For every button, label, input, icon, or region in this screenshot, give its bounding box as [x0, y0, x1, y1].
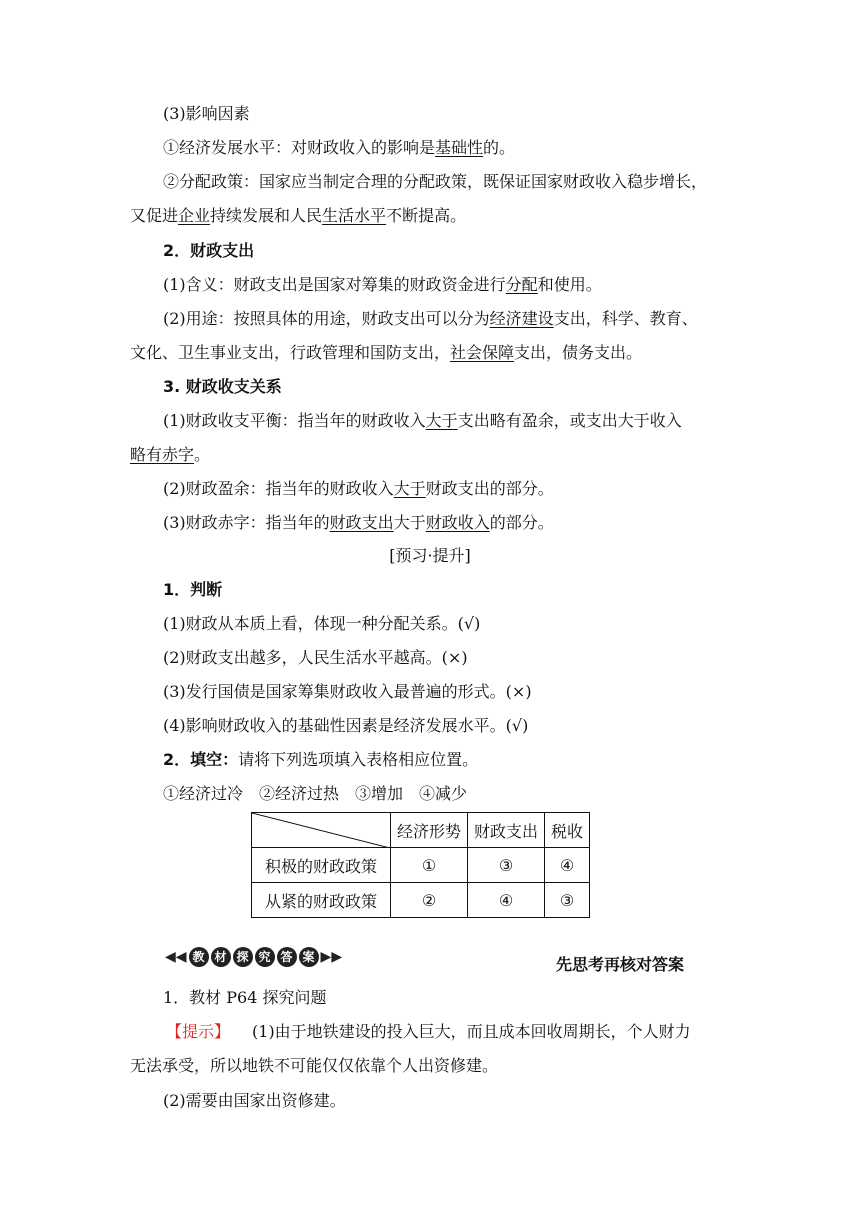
paragraph-line: (2)财政盈余：指当年的财政收入大于财政支出的部分。: [163, 479, 554, 498]
table-cell: ②: [391, 883, 468, 918]
underlined-answer: 基础性: [435, 138, 484, 157]
section-heading: 2．财政支出: [163, 241, 255, 260]
underlined-answer: 略有赤字: [130, 445, 195, 464]
row-label: 积极的财政政策: [252, 848, 391, 883]
banner-char: 答: [277, 947, 297, 967]
paragraph-line: ②分配政策：国家应当制定合理的分配政策，既保证国家财政收入稳步增长，: [163, 172, 708, 191]
banner-char: 探: [233, 947, 253, 967]
row-label: 从紧的财政政策: [252, 883, 391, 918]
underlined-answer: 生活水平: [322, 206, 387, 225]
paragraph-line: (1)含义：财政支出是国家对筹集的财政资金进行分配和使用。: [163, 275, 602, 294]
table-header: 财政支出: [468, 813, 545, 848]
double-right-arrow-icon: ▶▶: [320, 949, 343, 965]
section-heading: 3. 财政收支关系: [163, 377, 282, 396]
underlined-answer: 企业: [178, 206, 211, 225]
table-cell: ④: [545, 848, 590, 883]
banner-char: 教: [189, 947, 209, 967]
table-cell: ①: [391, 848, 468, 883]
answer-table: [251, 812, 590, 918]
double-left-arrow-icon: ◀◀: [165, 949, 187, 965]
section-title: (3)影响因素: [163, 104, 250, 123]
underlined-answer: 财政支出: [329, 513, 394, 532]
paragraph-line: 文化、卫生事业支出，行政管理和国防支出，社会保障支出，债务支出。: [130, 343, 643, 362]
judge-item: (3)发行国债是国家筹集财政收入最普遍的形式。(×): [163, 682, 532, 701]
banner-char: 究: [255, 947, 275, 967]
paragraph-line: ①经济发展水平：对财政收入的影响是基础性的。: [163, 138, 516, 157]
table-cell: ③: [468, 848, 545, 883]
table-header-row: [252, 813, 590, 848]
preview-title: [预习·提升]: [389, 546, 471, 565]
banner-char: 案: [299, 947, 319, 967]
table-cell: ④: [468, 883, 545, 918]
paragraph-line: (3)财政赤字：指当年的财政支出大于财政收入的部分。: [163, 513, 554, 532]
underlined-answer: 大于: [393, 479, 426, 498]
table-header: 税收: [545, 813, 590, 848]
paragraph-line: 又促进企业持续发展和人民生活水平不断提高。: [130, 206, 467, 225]
paragraph-line: 略有赤字。: [130, 445, 211, 464]
underlined-answer: 大于: [425, 411, 458, 430]
judge-item: (4)影响财政收入的基础性因素是经济发展水平。(√): [163, 716, 529, 735]
option-list: ①经济过冷 ②经济过热 ③增加 ④减少: [163, 784, 468, 803]
diagonal-line: [252, 813, 390, 848]
hint-line: (2)需要由国家出资修建。: [163, 1091, 346, 1110]
section-banner: [165, 946, 342, 968]
underlined-answer: 财政收入: [425, 513, 490, 532]
hint-label: 【提示】: [166, 1022, 231, 1041]
hint-line: 无法承受，所以地铁不可能仅仅依靠个人出资修建。: [130, 1056, 499, 1075]
underlined-answer: 社会保障: [450, 343, 515, 362]
underlined-answer: 经济建设: [489, 309, 554, 328]
table-row: [252, 883, 590, 918]
table-row: [252, 848, 590, 883]
question-heading: 1．教材 P64 探究问题: [163, 988, 327, 1007]
paragraph-line: (2)用途：按照具体的用途，财政支出可以分为经济建设支出，科学、教育、: [163, 309, 698, 328]
banner-note: 先思考再核对答案: [556, 955, 685, 974]
hint-line: 【提示】 (1)由于地铁建设的投入巨大，而且成本回收周期长，个人财力: [166, 1022, 691, 1041]
fill-instruction: 2．填空：请将下列选项填入表格相应位置。: [163, 750, 479, 769]
section-heading: 1．判断: [163, 580, 223, 599]
judge-item: (2)财政支出越多，人民生活水平越高。(×): [163, 648, 468, 667]
table-cell: ③: [545, 883, 590, 918]
diagonal-cell: [252, 813, 391, 848]
banner-char: 材: [211, 947, 231, 967]
paragraph-line: (1)财政收支平衡：指当年的财政收入大于支出略有盈余，或支出大于收入: [163, 411, 682, 430]
judge-item: (1)财政从本质上看，体现一种分配关系。(√): [163, 614, 481, 633]
table-header: 经济形势: [391, 813, 468, 848]
underlined-answer: 分配: [505, 275, 538, 294]
